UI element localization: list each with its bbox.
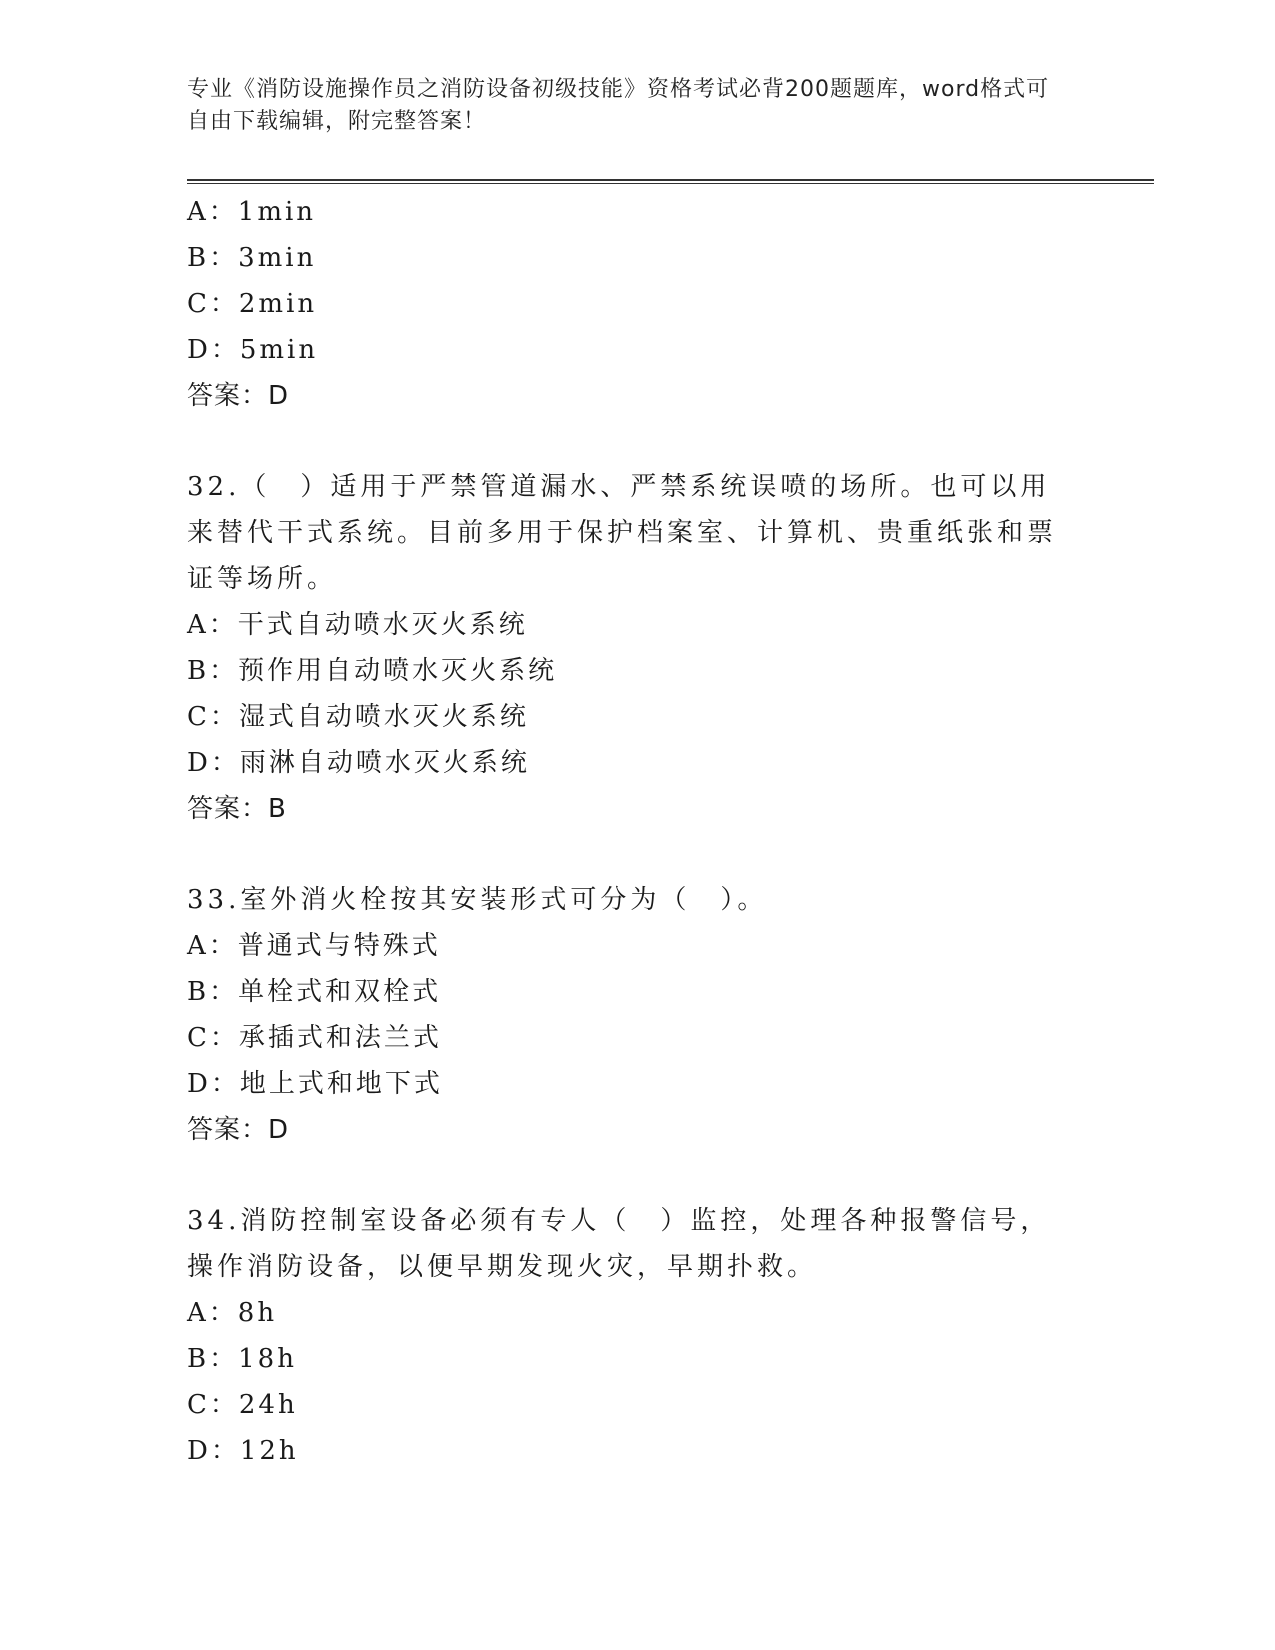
- question-spacer: [187, 419, 1087, 464]
- option-a: A：8h: [187, 1298, 278, 1328]
- document-header: [187, 74, 1067, 138]
- option-d: D：地上式和地下式: [187, 1069, 443, 1099]
- option-b: B：18h: [187, 1344, 297, 1374]
- option-d: D：雨淋自动喷水灭火系统: [187, 748, 530, 778]
- option-c: C：承插式和法兰式: [187, 1023, 442, 1053]
- question-32: [187, 464, 1087, 832]
- answer-line: 答案：B: [187, 794, 287, 824]
- question-34: [187, 1198, 1087, 1474]
- question-31-tail: [187, 189, 1087, 419]
- option-a: A：干式自动喷水灭火系统: [187, 610, 528, 640]
- question-list: [187, 189, 1087, 1474]
- option-c: C：2min: [187, 289, 318, 319]
- option-a: A：普通式与特殊式: [187, 931, 441, 961]
- option-d: D：5min: [187, 335, 319, 365]
- option-b: B：预作用自动喷水灭火系统: [187, 656, 558, 686]
- answer-line: 答案：D: [187, 381, 290, 411]
- option-b: B：单栓式和双栓式: [187, 977, 442, 1007]
- answer-line: 答案：D: [187, 1115, 290, 1145]
- question-33: [187, 877, 1087, 1153]
- question-spacer: [187, 832, 1087, 877]
- option-a: A：1min: [187, 197, 317, 227]
- option-c: C：湿式自动喷水灭火系统: [187, 702, 529, 732]
- option-b: B：3min: [187, 243, 317, 273]
- option-d: D：12h: [187, 1436, 299, 1466]
- question-stem: 34.消防控制室设备必须有专人（ ）监控，处理各种报警信号，操作消防设备，以便早期发现火灾，早期扑救。: [187, 1206, 1051, 1282]
- question-stem: 33.室外消火栓按其安装形式可分为（ ）。: [187, 885, 768, 915]
- header-divider-thin: [187, 183, 1154, 184]
- question-stem: 32.（ ）适用于严禁管道漏水、严禁系统误喷的场所。也可以用来替代干式系统。目前多用于保护档案室、计算机、贵重纸张和票证等场所。: [187, 472, 1058, 594]
- header-title: 专业《消防设施操作员之消防设备初级技能》资格考试必背200题题库，word格式可自由下载编辑，附完整答案！: [187, 77, 1050, 134]
- question-spacer: [187, 1153, 1087, 1198]
- option-c: C：24h: [187, 1390, 298, 1420]
- header-divider-thick: [187, 179, 1154, 181]
